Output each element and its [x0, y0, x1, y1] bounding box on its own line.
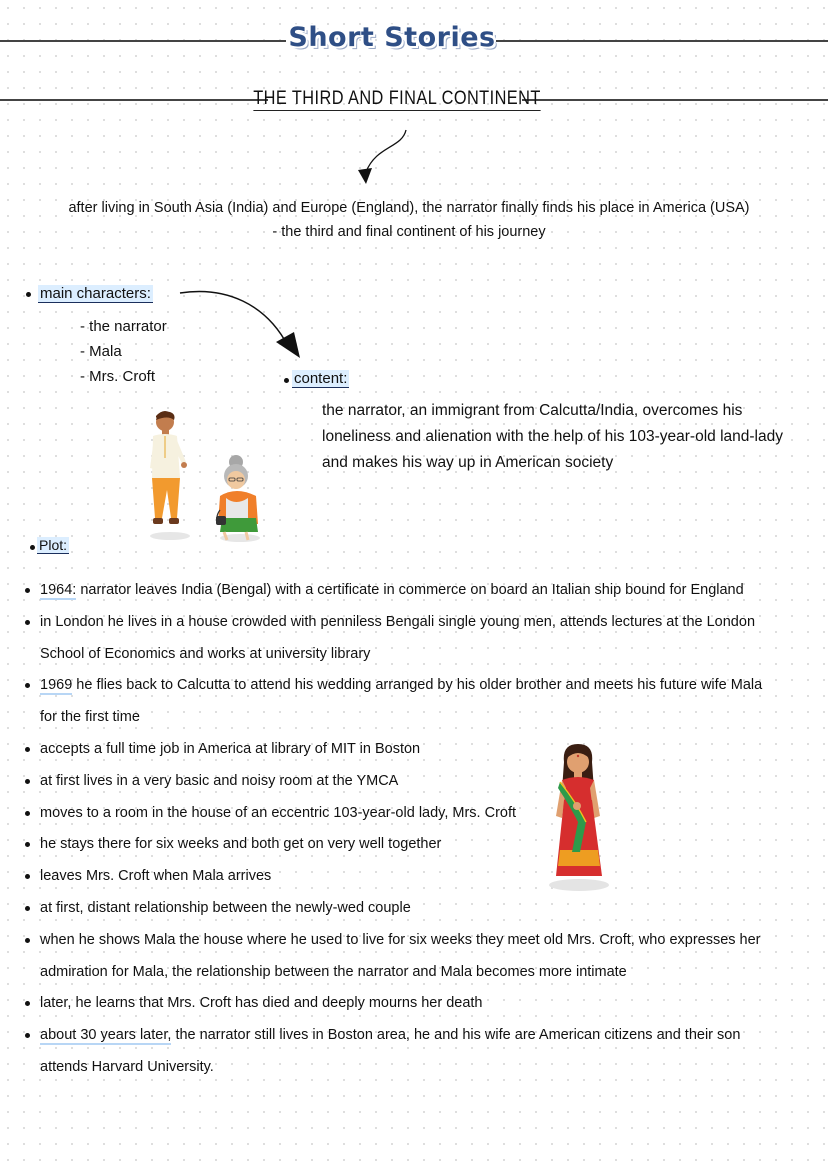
plot-item: when he shows Mala the house where he used to live for six weeks they meet old Mrs. Croft, who expresses her admiration for Mala, the relationship between the narrator and Mala becomes more intimate — [0, 925, 828, 989]
plot-item: moves to a room in the house of an eccentric 103-year-old lady, Mrs. Croft — [0, 798, 828, 830]
character-mrs-croft: - Mrs. Croft — [80, 368, 155, 385]
bullet — [30, 545, 35, 550]
plot-item: accepts a full time job in America at library of MIT in Boston — [0, 734, 828, 766]
character-mala: - Mala — [80, 343, 122, 360]
plot-item: he stays there for six weeks and both get on very well together — [0, 829, 828, 861]
page-title: Short Stories — [288, 22, 496, 53]
content-line: the narrator, an immigrant from Calcutta/India, overcomes his — [322, 402, 743, 419]
plot-item: 1969 he flies back to Calcutta to attend his wedding arranged by his older brother and meets his future wife Mala for the first time — [0, 670, 828, 734]
content-line: loneliness and alienation with the help of his 103-year-old land-lady — [322, 428, 783, 445]
plot-item: leaves Mrs. Croft when Mala arrives — [0, 861, 828, 893]
plot-item: at first lives in a very basic and noisy room at the YMCA — [0, 766, 828, 798]
mrs-croft-illustration — [212, 452, 270, 544]
content-label: content: — [294, 370, 348, 387]
characters-label: main characters: — [40, 285, 151, 302]
content-text — [322, 398, 802, 476]
bullet — [284, 378, 289, 383]
plot-item: 1964: narrator leaves India (Bengal) with a certificate in commerce on board an Italian ship bound for England — [0, 575, 828, 607]
section-subtitle: THE THIRD AND FINAL CONTINENT — [253, 88, 541, 109]
plot-label: Plot: — [39, 537, 68, 553]
plot-item: in London he lives in a house crowded with penniless Bengali single young men, attends lectures at the London School of Economics and works at university library — [0, 607, 828, 671]
plot-item: about 30 years later, the narrator still lives in Boston area, he and his wife are American citizens and their son attends Harvard University. — [0, 1020, 828, 1084]
curved-arrow-icon — [350, 126, 420, 188]
narrator-illustration — [140, 410, 200, 542]
arrow-icon — [176, 284, 306, 364]
content-line: and makes his way up in American society — [322, 454, 614, 471]
plot-item: at first, distant relationship between the newly-wed couple — [0, 893, 828, 925]
intro-line-2: - the third and final continent of his journey — [272, 224, 546, 240]
bullet — [26, 292, 31, 297]
plot-list — [0, 575, 828, 1084]
plot-item: later, he learns that Mrs. Croft has died and deeply mourns her death — [0, 988, 828, 1020]
intro-line-1: after living in South Asia (India) and Europe (England), the narrator finally finds his place in America (USA) — [68, 200, 750, 216]
character-narrator: - the narrator — [80, 318, 167, 335]
mala-illustration — [542, 742, 616, 894]
